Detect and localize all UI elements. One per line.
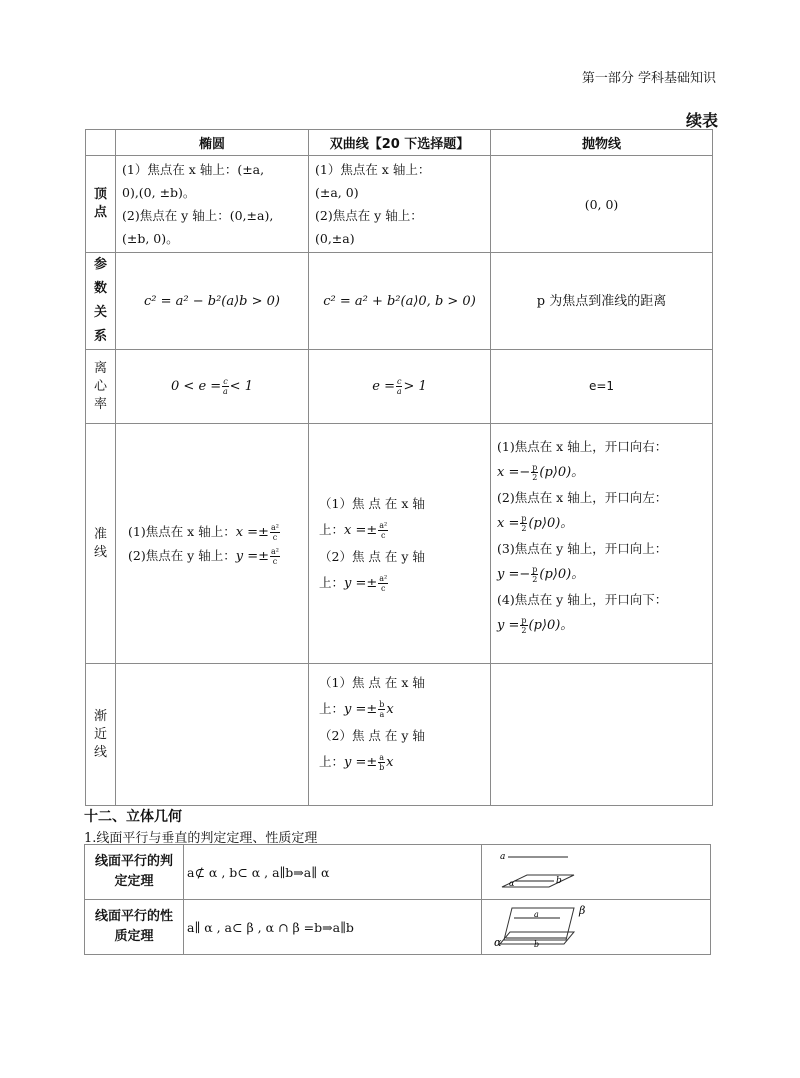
continued-label: 续表: [685, 111, 718, 130]
section-subtitle: 1.线面平行与垂直的判定定理、性质定理: [84, 831, 318, 846]
svg-text:a: a: [534, 910, 539, 919]
geo-figure-2: [482, 900, 711, 955]
row-asymptote: [86, 664, 713, 806]
svg-text:α: α: [509, 879, 515, 888]
cell-ecc-parabola: e=1: [491, 350, 713, 424]
geo-label-1: 线面平行的判 定定理: [85, 845, 184, 900]
geo-figure-1: [482, 845, 711, 900]
cell-vertex-hyperbola: (1）焦点在 x 轴上： (±a, 0) (2)焦点在 y 轴上： (0,±a): [309, 156, 491, 253]
cell-asymptote-parabola: [491, 664, 713, 806]
cell-directrix-ellipse: (1)焦点在 x 轴上：x =± $\frac{\text{a²}}{c}$ (2)焦点在 y 轴上：y =± $\frac{\text{a²}}{c}$: [116, 424, 309, 664]
cell-ecc-hyperbola: e = $\frac{c}{a}$ > 1: [309, 350, 491, 424]
svg-text:b: b: [534, 940, 540, 949]
cell-asymptote-hyperbola: （1）焦 点 在 x 轴 上：y =± $\frac{b}{a}$ x （2）焦 点 在 y 轴 上：y =± $\frac{a}{b}$ x: [309, 664, 491, 806]
cell-directrix-hyperbola: （1）焦 点 在 x 轴 上：x =± $\frac{\text{a²}}{c}$ （2）焦 点 在 y 轴 上：y =± $\frac{\text{a²}}{c}$: [309, 424, 491, 664]
geometry-row: [85, 900, 711, 955]
row-label-param: 参数关系: [86, 253, 116, 350]
corner-cell: [86, 130, 116, 156]
cell-param-hyperbola: c² = a² + b²(a⟩0, b > 0): [309, 253, 491, 350]
cell-ecc-ellipse: 0 < e = $\frac{c}{a}$ < 1: [116, 350, 309, 424]
cell-vertex-parabola: (0, 0): [491, 156, 713, 253]
page-header: 第一部分 学科基础知识: [581, 71, 716, 86]
cell-vertex-ellipse: (1）焦点在 x 轴上：(±a, 0),(0, ±b)。 (2)焦点在 y 轴上：(0,±a), (±b, 0)。: [116, 156, 309, 253]
svg-text:b: b: [556, 876, 562, 886]
svg-text:β: β: [579, 904, 586, 917]
col-header-parabola: 抛物线: [491, 130, 713, 156]
row-label-eccentricity: 离心率: [86, 350, 116, 424]
svg-text:a: a: [500, 852, 506, 862]
conic-table: [85, 129, 713, 806]
geo-text-1: a⊄ α , b⊂ α , a∥b⇒a∥ α: [184, 845, 482, 900]
geometry-table: [84, 844, 711, 955]
col-header-hyperbola: 双曲线【20 下选择题】: [309, 130, 491, 156]
row-label-vertex: 顶点: [86, 156, 116, 253]
plane-parallel-figure: [482, 845, 711, 895]
cell-directrix-parabola: (1)焦点在 x 轴上，开口向右： x =− $\frac{p}{2}$ (p⟩0)。 (2)焦点在 x 轴上，开口向左： x = $\frac{p}{2}$ (p⟩0)。 (3)焦点在 y 轴上，开口向上： y =− $\frac{p}{2}$ (p⟩0)。 (4)焦点在 y 轴上，开口向下： y = $\frac{p}{2}$ (p⟩0)。: [491, 424, 713, 664]
row-vertex: [86, 156, 713, 253]
row-label-asymptote: 渐近线: [86, 664, 116, 806]
geo-text-2: a∥ α , a⊂ β , α ∩ β =b⇒a∥b: [184, 900, 482, 955]
section-title: 十二、立体几何: [84, 809, 182, 825]
col-header-ellipse: 椭圆: [116, 130, 309, 156]
geometry-row: [85, 845, 711, 900]
plane-intersection-figure: [482, 900, 711, 950]
row-directrix: [86, 424, 713, 664]
row-label-directrix: 准线: [86, 424, 116, 664]
row-param: [86, 253, 713, 350]
cell-param-ellipse: c² = a² − b²(a⟩b > 0): [116, 253, 309, 350]
svg-text:α: α: [494, 936, 502, 949]
row-eccentricity: [86, 350, 713, 424]
geo-label-2: 线面平行的性 质定理: [85, 900, 184, 955]
cell-param-parabola: p 为焦点到准线的距离: [491, 253, 713, 350]
cell-asymptote-ellipse: [116, 664, 309, 806]
table-header-row: [86, 130, 713, 156]
